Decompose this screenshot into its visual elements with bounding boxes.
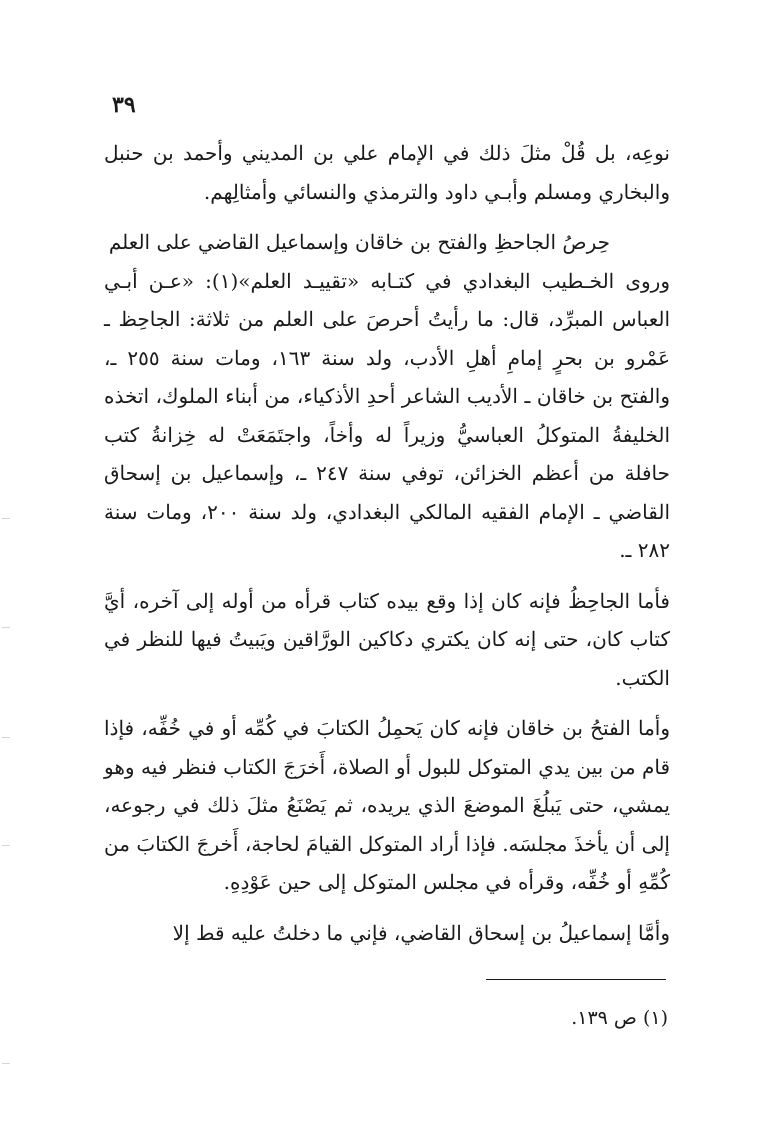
main-text: [104, 134, 670, 952]
section-heading: حِرصُ الجاحظِ والفتح بن خاقان وإسماعيل القاضي على العلم: [108, 230, 610, 254]
footnote: (١) ص ١٣٩.: [571, 1007, 668, 1029]
paragraph-3: فأما الجاحِظُ فإنه كان إذا وقع بيده كتاب قرأه من أوله إلى آخره، أيَّ كتاب كان، حتى إنه كان يكتري دكاكين الورَّاقين ويَبيتُ فيها للنظر في الكتب.: [104, 588, 670, 690]
paragraph-2: وروى الخـطيب البغدادي في كتـابه «تقييـد العلم»(١): «عـن أبـي العباس المبرِّد، قال: ما رأيتُ أحرصَ على العلم من ثلاثة: الجاحِظ ـ عَمْرو بن بحرٍ إمامِ أهلِ الأدب، ولد سنة ١٦٣، ومات سنة ٢٥٥ ـ، والفتح بن خاقان ـ الأديب الشاعر أحدِ الأذكياء، من أبناء الملوك، اتخذه الخليفةُ المتوكلُ العباسيُّ وزيراً له وأخاً، واجتَمَعَتْ له خِزانةُ كتب حافلة من أعظم الخزائن، توفي سنة ٢٤٧ ـ، وإسماعيل بن إسحاق القاضي ـ الإمام الفقيه المالكي البغدادي، ولد سنة ٢٠٠، ومات سنة ٢٨٢ ـ.: [104, 268, 670, 562]
paragraph-1: نوعِه، بل قُلْ مثلَ ذلك في الإمام علي بن المديني وأحمد بن حنبل والبخاري ومسلم وأبـي داود والترمذي والنسائي وأمثالِهم.: [104, 141, 670, 204]
edge-mark: [2, 737, 10, 738]
edge-mark: [2, 1063, 10, 1064]
edge-mark: [2, 845, 10, 846]
edge-mark: [2, 518, 10, 519]
page-edge-marks: [0, 0, 12, 1135]
page-number: ٣٩: [112, 92, 136, 118]
paragraph-5: وأمَّا إسماعيلُ بن إسحاق القاضي، فإني ما دخلتُ عليه قط إلا: [172, 920, 670, 945]
edge-mark: [2, 627, 10, 628]
paragraph-4: وأما الفتحُ بن خاقان فإنه كان يَحمِلُ الكتابَ في كُمِّه أو في خُفِّه، فإذا قام من بين يدي المتوكل للبول أو الصلاة، أَخرَجَ الكتاب فنظر فيه وهو يمشي، حتى يَبلُغَ الموضعَ الذي يريده، ثم يَصْنَعُ مثلَ ذلك في رجوعه، إلى أن يأخذَ مجلسَه. فإذا أراد المتوكل القيامَ لحاجة، أَخرجَ الكتابَ من كُمِّهِ أو خُفِّه، وقرأه في مجلس المتوكل إلى حين عَوْدِهِ.: [104, 716, 670, 894]
footnote-divider: [486, 979, 666, 980]
